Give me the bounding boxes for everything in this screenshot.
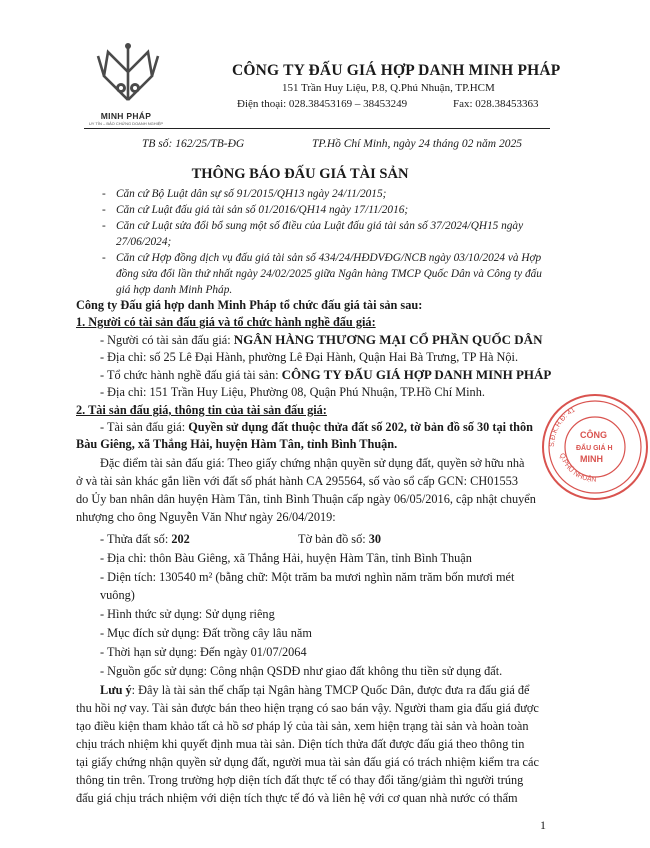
parcel-number: - Thửa đất số: 202 xyxy=(100,532,190,546)
note-line: đấu giá chịu trách nhiệm với diện tích thực tế đó và liên hệ với cơ quan nhà nước có thẩm xyxy=(76,791,518,805)
svg-text:CÔNG: CÔNG xyxy=(580,430,607,440)
org-address: - Địa chỉ: 151 Trần Huy Liệu, Phường 08, Quận Phú Nhuận, TP.Hồ Chí Minh. xyxy=(100,385,485,399)
note-line: thông tin trên. Trong trường hợp diện tích đất thực tế có thay đổi tăng/giảm thì người trúng xyxy=(76,773,524,787)
map-sheet-number: Tờ bản đồ số: 30 xyxy=(298,532,382,546)
header-divider xyxy=(84,128,550,129)
basis-item: - Căn cứ Bộ Luật dân sự số 91/2015/QH13 ngày 24/11/2015; xyxy=(102,188,387,200)
note-line: chịu trách nhiệm khi quyết định mua tài sản. Diện tích thửa đất được đấu giá theo thông tin xyxy=(76,737,525,751)
page-number: 1 xyxy=(540,818,546,832)
usage-form: - Hình thức sử dụng: Sử dụng riêng xyxy=(100,607,275,621)
owner-line: - Người có tài sản đấu giá: NGÂN HÀNG THƯƠNG MẠI CỔ PHẦN QUỐC DÂN xyxy=(100,332,543,347)
basis-item: - Căn cứ Luật đấu giá tài sản số 01/2016/QH14 ngày 17/11/2016; xyxy=(102,204,409,216)
usage-term: - Thời hạn sử dụng: Đến ngày 01/07/2064 xyxy=(100,645,307,659)
svg-text:MINH: MINH xyxy=(580,454,603,464)
features-line: do Ủy ban nhân dân huyện Hàm Tân, tỉnh Bình Thuận cấp ngày 06/05/2016, cập nhật chuyển xyxy=(76,492,536,506)
note-line: tại giấy chứng nhận quyền sử dụng đất, người mua tài sản đấu giá có trách nhiệm kiểm tra các xyxy=(76,755,539,769)
asset-line: - Tài sản đấu giá: Quyền sử dụng đất thuộc thửa đất số 202, tờ bản đồ số 30 tại thôn xyxy=(100,420,533,434)
basis-item: - Căn cứ Luật sửa đổi bổ sung một số điều của Luật đấu giá tài sản số 37/2024/QH15 ngày 27/06/2024; xyxy=(102,220,524,248)
logo-tagline: UY TÍN – BẢO CHỨNG DOANH NGHIỆP xyxy=(88,121,164,126)
org-line: - Tổ chức hành nghề đấu giá tài sản: CÔNG TY ĐẤU GIÁ HỢP DANH MINH PHÁP xyxy=(100,367,552,382)
logo-name: MINH PHÁP xyxy=(100,111,152,121)
company-fax: Fax: 028.38453363 xyxy=(453,98,539,110)
parcel-area: - Diện tích: 130540 m² (bằng chữ: Một trăm ba mươi nghìn năm trăm bốn mươi mét xyxy=(100,570,515,584)
company-address: 151 Trần Huy Liệu, P.8, Q.Phú Nhuận, TP.HCM xyxy=(282,82,495,94)
features-line: Đặc điểm tài sản đấu giá: Theo giấy chứng nhận quyền sử dụng đất, quyền sở hữu nhà xyxy=(100,456,525,470)
features-line: ở và tài sản khác gắn liền với đất số phát hành CA 295564, số vào sổ cấp GCN: CH01553 xyxy=(76,474,518,488)
intro-text: Công ty Đấu giá hợp danh Minh Pháp tổ chức đấu giá tài sản sau: xyxy=(76,298,423,312)
usage-origin: - Nguồn gốc sử dụng: Công nhận QSDĐ như giao đất không thu tiền sử dụng đất. xyxy=(100,664,503,678)
company-logo xyxy=(96,42,160,110)
usage-purpose: - Mục đích sử dụng: Đất trồng cây lâu năm xyxy=(100,626,312,640)
basis-item: - Căn cứ Hợp đồng dịch vụ đấu giá tài sản số 434/24/HĐDVĐG/NCB ngày 03/10/2024 và Hợp đồng sửa đổi lần thứ nhất ngày 24/02/2025 giữa Ngân hàng TMCP Quốc Dân và Công ty đấu giá hợp danh Minh Pháp. xyxy=(102,252,542,296)
reference-number: TB số: 162/25/TB-ĐG xyxy=(142,138,245,150)
features-line: nhượng cho ông Nguyễn Văn Như ngày 26/04/2019: xyxy=(76,510,336,524)
parcel-area-cont: vuông) xyxy=(100,588,135,602)
note-line: Lưu ý: Đây là tài sản thế chấp tại Ngân hàng TMCP Quốc Dân, được đưa ra đấu giá để xyxy=(100,683,530,697)
company-name: CÔNG TY ĐẤU GIÁ HỢP DANH MINH PHÁP xyxy=(232,62,561,79)
svg-text:S.Đ.K.H.Đ: 41: S.Đ.K.H.Đ: 41 xyxy=(548,406,577,448)
document-date: TP.Hồ Chí Minh, ngày 24 tháng 02 năm 2025 xyxy=(312,138,522,150)
note-line: thu hồi nợ vay. Tài sản được bán theo hiện trạng có sao bán vậy. Người tham gia đấu giá được xyxy=(76,701,539,715)
section1-heading: 1. Người có tài sản đấu giá và tổ chức hành nghề đấu giá: xyxy=(76,315,376,329)
parcel-location: - Địa chỉ: thôn Bàu Giêng, xã Thắng Hải, huyện Hàm Tân, tỉnh Bình Thuận xyxy=(100,551,472,565)
company-seal xyxy=(540,392,650,502)
company-phone: Điện thoại: 028.38453169 – 38453249 xyxy=(237,98,408,110)
asset-line-2: Bàu Giêng, xã Thắng Hải, huyện Hàm Tân, tỉnh Bình Thuận. xyxy=(76,437,398,451)
owner-address: - Địa chỉ: số 25 Lê Đại Hành, phường Lê Đại Hành, Quận Hai Bà Trưng, TP Hà Nội. xyxy=(100,350,519,364)
svg-text:ĐẤU GIÁ H: ĐẤU GIÁ H xyxy=(576,445,613,452)
note-line: tạo điều kiện tham khảo tất cả hồ sơ pháp lý của tài sản, xem hiện trạng tài sản và hoàn toàn xyxy=(76,719,529,733)
svg-text:Q.PHÚ NHUẬN: Q.PHÚ NHUẬN xyxy=(557,452,597,484)
document-title: THÔNG BÁO ĐẤU GIÁ TÀI SẢN xyxy=(191,166,409,182)
section2-heading: 2. Tài sản đấu giá, thông tin của tài sản đấu giá: xyxy=(76,403,327,417)
